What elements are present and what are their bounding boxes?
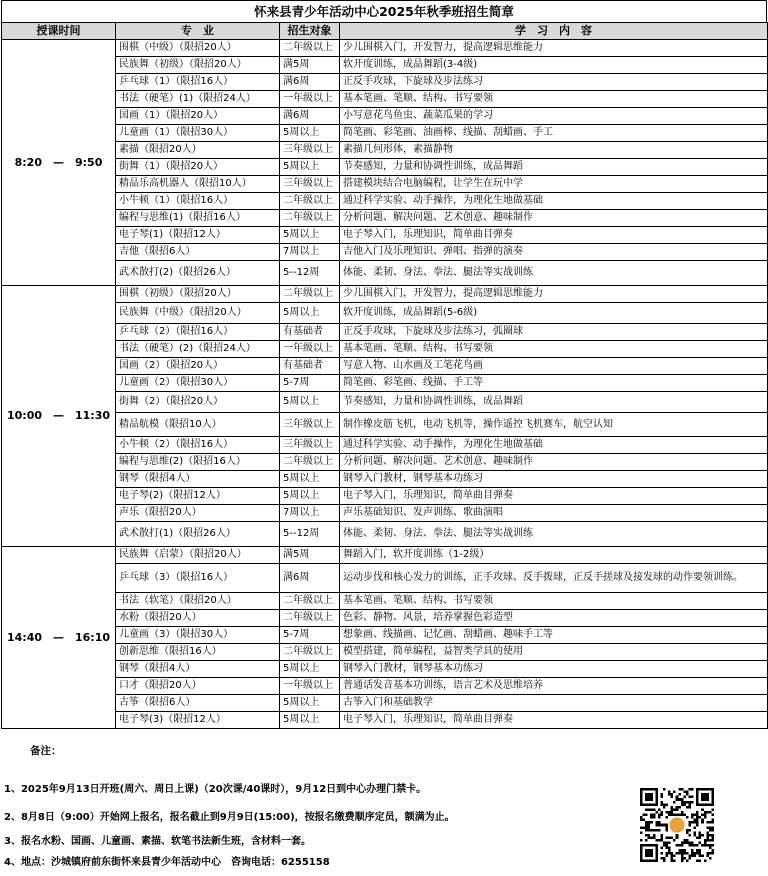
course-content: 体能、柔韧、身法、拳法、腿法等实战训练 bbox=[340, 522, 768, 547]
course-content: 古筝入门和基础教学 bbox=[340, 695, 768, 712]
course-target: 5-7周 bbox=[280, 375, 340, 392]
course-content: 制作橡皮筋飞机，电动飞机等，操作遥控飞机赛车，航空认知 bbox=[340, 413, 768, 437]
course-content: 少儿围棋入门，开发智力，提高逻辑思维能力 bbox=[340, 40, 768, 57]
course-content: 素描几何形体，素描静物 bbox=[340, 142, 768, 159]
course-target: 5周以上 bbox=[280, 712, 340, 729]
course-content: 正反手攻球，下旋球及步法练习，弧圈球 bbox=[340, 324, 768, 341]
course-target: 三年级以上 bbox=[280, 176, 340, 193]
course-name: 精品乐高机器人（限招10人） bbox=[116, 176, 280, 193]
course-content: 正反手攻球，下旋球及步法练习 bbox=[340, 74, 768, 91]
table-row bbox=[2, 159, 768, 176]
course-name: 国画（2）（限招20人） bbox=[116, 358, 280, 375]
course-name: 街舞（2）（限招20人） bbox=[116, 392, 280, 413]
course-content: 节奏感知，力量和协调性训练，成品舞蹈 bbox=[340, 159, 768, 176]
course-target: 满5周 bbox=[280, 57, 340, 74]
course-content: 基本笔画、笔顺、结构、书写要领 bbox=[340, 341, 768, 358]
session-time: 10:00 — 11:30 bbox=[2, 286, 116, 547]
course-target: 5周以上 bbox=[280, 471, 340, 488]
table-row bbox=[2, 91, 768, 108]
table-row bbox=[2, 324, 768, 341]
course-target: 二年级以上 bbox=[280, 610, 340, 627]
session-time: 8:20 — 9:50 bbox=[2, 40, 116, 286]
course-content: 简笔画、彩笔画、线描、手工等 bbox=[340, 375, 768, 392]
course-name: 儿童画（2）（限招30人） bbox=[116, 375, 280, 392]
course-target: 5周以上 bbox=[280, 227, 340, 244]
table-row bbox=[2, 193, 768, 210]
page-title: 怀来县青少年活动中心2025年秋季班招生简章 bbox=[1, 0, 767, 22]
table-row bbox=[2, 593, 768, 610]
course-target: 5周以上 bbox=[280, 125, 340, 142]
course-name: 书法（硬笔）(2)（限招24人） bbox=[116, 341, 280, 358]
table-row bbox=[2, 210, 768, 227]
table-row bbox=[2, 564, 768, 593]
qr-code-icon bbox=[640, 788, 714, 862]
course-target: 7周以上 bbox=[280, 505, 340, 522]
table-row bbox=[2, 176, 768, 193]
table-row bbox=[2, 108, 768, 125]
course-name: 钢琴（限招4人） bbox=[116, 471, 280, 488]
note-item: 3、报名水粉、国画、儿童画、素描、软笔书法新生班，含材料一套。 bbox=[4, 836, 311, 847]
course-content: 小写意花鸟鱼虫、蔬菜瓜果的学习 bbox=[340, 108, 768, 125]
course-name: 民族舞（中级）（限招20人） bbox=[116, 303, 280, 324]
course-target: 二年级以上 bbox=[280, 210, 340, 227]
table-row bbox=[2, 57, 768, 74]
course-content: 软开度训练，成品舞蹈(3-4级) bbox=[340, 57, 768, 74]
course-name: 书法（软笔）（限招20人） bbox=[116, 593, 280, 610]
course-target: 有基础者 bbox=[280, 324, 340, 341]
course-content: 电子琴入门，乐理知识，简单曲目弹奏 bbox=[340, 712, 768, 729]
course-name: 口才（限招20人） bbox=[116, 678, 280, 695]
course-content: 基本笔画、笔顺、结构、书写要领 bbox=[340, 593, 768, 610]
course-target: 5-7周 bbox=[280, 627, 340, 644]
table-row bbox=[2, 678, 768, 695]
course-name: 儿童画（1）（限招30人） bbox=[116, 125, 280, 142]
course-name: 声乐（限招20人） bbox=[116, 505, 280, 522]
course-name: 小牛顿（2）（限招16人） bbox=[116, 437, 280, 454]
table-row bbox=[2, 286, 768, 303]
table-row bbox=[2, 661, 768, 678]
schedule-table bbox=[1, 22, 768, 729]
header-content: 学 习 内 容 bbox=[340, 23, 768, 40]
course-target: 二年级以上 bbox=[280, 644, 340, 661]
course-name: 电子琴(1)（限招12人） bbox=[116, 227, 280, 244]
table-row bbox=[2, 644, 768, 661]
course-name: 围棋（中级）（限招20人） bbox=[116, 40, 280, 57]
schedule-body bbox=[2, 40, 768, 729]
header-target: 招生对象 bbox=[280, 23, 340, 40]
course-target: 二年级以上 bbox=[280, 40, 340, 57]
course-content: 节奏感知，力量和协调性训练，成品舞蹈 bbox=[340, 392, 768, 413]
course-content: 简笔画、彩笔画、油画棒、线描、刮蜡画、手工 bbox=[340, 125, 768, 142]
table-row bbox=[2, 505, 768, 522]
course-name: 编程与思维(2)（限招16人） bbox=[116, 454, 280, 471]
course-name: 武术散打(2)（限招26人） bbox=[116, 261, 280, 286]
table-row bbox=[2, 227, 768, 244]
header-major: 专 业 bbox=[116, 23, 280, 40]
course-content: 体能、柔韧、身法、拳法、腿法等实战训练 bbox=[340, 261, 768, 286]
course-name: 素描（限招20人） bbox=[116, 142, 280, 159]
course-name: 古筝（限招6人） bbox=[116, 695, 280, 712]
header-row bbox=[2, 23, 768, 40]
course-name: 国画（1）（限招20人） bbox=[116, 108, 280, 125]
course-name: 围棋（初级）（限招20人） bbox=[116, 286, 280, 303]
course-content: 基本笔画、笔顺、结构、书写要领 bbox=[340, 91, 768, 108]
session-time: 14:40 — 16:10 bbox=[2, 547, 116, 729]
course-target: 5周以上 bbox=[280, 488, 340, 505]
table-row bbox=[2, 488, 768, 505]
course-target: 5--12周 bbox=[280, 261, 340, 286]
course-name: 民族舞（启蒙）（限招20人） bbox=[116, 547, 280, 564]
course-content: 舞蹈入门，软开度训练（1-2级） bbox=[340, 547, 768, 564]
table-row bbox=[2, 74, 768, 91]
course-content: 钢琴入门教材，钢琴基本功练习 bbox=[340, 661, 768, 678]
note-item: 1、2025年9月13日开班(周六、周日上课)（20次课/40课时），9月12日到中心办理门禁卡。 bbox=[4, 784, 427, 795]
course-target: 一年级以上 bbox=[280, 341, 340, 358]
course-content: 分析问题、解决问题、艺术创意、趣味制作 bbox=[340, 454, 768, 471]
course-name: 武术散打(1)（限招26人） bbox=[116, 522, 280, 547]
course-target: 5周以上 bbox=[280, 661, 340, 678]
course-target: 5周以上 bbox=[280, 159, 340, 176]
table-row bbox=[2, 547, 768, 564]
course-target: 三年级以上 bbox=[280, 437, 340, 454]
table-row bbox=[2, 358, 768, 375]
course-target: 5--12周 bbox=[280, 522, 340, 547]
course-target: 5周以上 bbox=[280, 392, 340, 413]
table-row bbox=[2, 610, 768, 627]
course-target: 有基础者 bbox=[280, 358, 340, 375]
course-content: 搭建模块结合电脑编程，让学生在玩中学 bbox=[340, 176, 768, 193]
course-target: 满6周 bbox=[280, 108, 340, 125]
course-target: 二年级以上 bbox=[280, 454, 340, 471]
course-content: 通过科学实验、动手操作，为理化生地做基础 bbox=[340, 193, 768, 210]
course-name: 乒乓球（3）（限招16人） bbox=[116, 564, 280, 593]
table-row bbox=[2, 695, 768, 712]
course-content: 电子琴入门，乐理知识，简单曲目弹奏 bbox=[340, 488, 768, 505]
course-target: 满6周 bbox=[280, 74, 340, 91]
course-name: 民族舞（初级）（限招20人） bbox=[116, 57, 280, 74]
course-name: 编程与思维(1)（限招16人） bbox=[116, 210, 280, 227]
table-row bbox=[2, 40, 768, 57]
course-name: 乒乓球（1）（限招16人） bbox=[116, 74, 280, 91]
course-name: 吉他（限招6人） bbox=[116, 244, 280, 261]
table-row bbox=[2, 522, 768, 547]
course-name: 街舞（1）（限招20人） bbox=[116, 159, 280, 176]
course-name: 创新思维（限招16人） bbox=[116, 644, 280, 661]
table-row bbox=[2, 392, 768, 413]
course-name: 电子琴(3)（限招12人） bbox=[116, 712, 280, 729]
header-time: 授课时间 bbox=[2, 23, 116, 40]
course-target: 一年级以上 bbox=[280, 678, 340, 695]
course-target: 5周以上 bbox=[280, 303, 340, 324]
table-row bbox=[2, 142, 768, 159]
course-target: 7周以上 bbox=[280, 244, 340, 261]
course-content: 写意人物、山水画及工笔花鸟画 bbox=[340, 358, 768, 375]
course-content: 通过科学实验、动手操作，为理化生地做基础 bbox=[340, 437, 768, 454]
course-target: 5周以上 bbox=[280, 695, 340, 712]
course-content: 运动步伐和核心发力的训练，正手攻球、反手拨球，正反手搓球及接发球的动作要领训练。 bbox=[340, 564, 768, 593]
table-row bbox=[2, 303, 768, 324]
table-row bbox=[2, 471, 768, 488]
course-name: 精品航模（限招10人） bbox=[116, 413, 280, 437]
table-row bbox=[2, 341, 768, 358]
course-content: 分析问题、解决问题、艺术创意、趣味制作 bbox=[340, 210, 768, 227]
course-content: 钢琴入门教材，钢琴基本功练习 bbox=[340, 471, 768, 488]
course-content: 声乐基础知识、发声训练、歌曲演唱 bbox=[340, 505, 768, 522]
note-item: 4、地点：沙城镇府前东街怀来县青少年活动中心 咨询电话：6255158 bbox=[4, 857, 330, 868]
course-target: 二年级以上 bbox=[280, 286, 340, 303]
course-target: 三年级以上 bbox=[280, 142, 340, 159]
course-target: 二年级以上 bbox=[280, 593, 340, 610]
course-target: 三年级以上 bbox=[280, 413, 340, 437]
note-item: 2、8月8日（9:00）开始网上报名，报名截止到9月9日(15:00)，按报名缴费顺序定员，额满为止。 bbox=[4, 812, 455, 823]
course-name: 儿童画（3）（限招30人） bbox=[116, 627, 280, 644]
table-row bbox=[2, 712, 768, 729]
course-target: 满5周 bbox=[280, 547, 340, 564]
course-content: 色彩、静物、风景，培养掌握色彩造型 bbox=[340, 610, 768, 627]
course-target: 满6周 bbox=[280, 564, 340, 593]
table-row bbox=[2, 125, 768, 142]
course-name: 水粉（限招20人） bbox=[116, 610, 280, 627]
course-target: 二年级以上 bbox=[280, 193, 340, 210]
course-content: 软开度训练，成品舞蹈(5-6级) bbox=[340, 303, 768, 324]
table-row bbox=[2, 437, 768, 454]
course-name: 小牛顿（1）（限招16人） bbox=[116, 193, 280, 210]
course-name: 书法（硬笔）(1)（限招24人） bbox=[116, 91, 280, 108]
course-name: 乒乓球（2）（限招16人） bbox=[116, 324, 280, 341]
course-content: 想象画、线描画、记忆画、刮蜡画、趣味手工等 bbox=[340, 627, 768, 644]
table-row bbox=[2, 627, 768, 644]
course-content: 少儿围棋入门，开发智力，提高逻辑思维能力 bbox=[340, 286, 768, 303]
course-content: 普通话发音基本功训练，语言艺术及思维培养 bbox=[340, 678, 768, 695]
table-row bbox=[2, 375, 768, 392]
course-target: 一年级以上 bbox=[280, 91, 340, 108]
course-content: 电子琴入门，乐理知识，简单曲目弹奏 bbox=[340, 227, 768, 244]
course-name: 电子琴(2)（限招12人） bbox=[116, 488, 280, 505]
notes-heading: 备注： bbox=[30, 745, 62, 757]
table-row bbox=[2, 261, 768, 286]
table-row bbox=[2, 454, 768, 471]
table-row bbox=[2, 413, 768, 437]
course-name: 钢琴（限招4人） bbox=[116, 661, 280, 678]
table-row bbox=[2, 244, 768, 261]
course-content: 吉他入门及乐理知识、弹唱、指弹的演奏 bbox=[340, 244, 768, 261]
course-content: 模型搭建，简单编程，益智类学具的使用 bbox=[340, 644, 768, 661]
